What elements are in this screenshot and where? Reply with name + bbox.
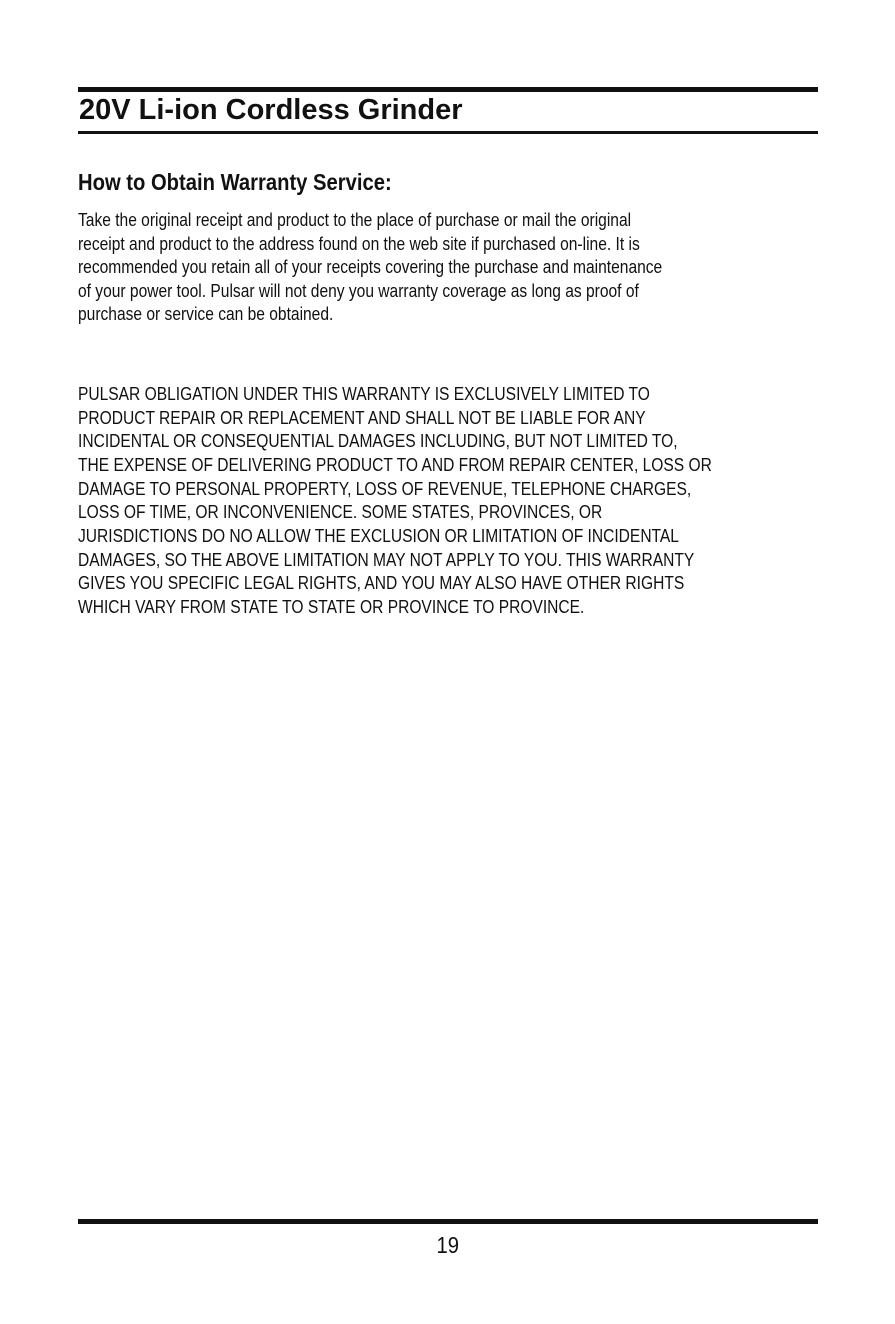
- paragraph-line: recommended you retain all of your receipts covering the purchase and maintenance: [78, 257, 663, 278]
- paragraph-line: INCIDENTAL OR CONSEQUENTIAL DAMAGES INCLUDING, BUT NOT LIMITED TO,: [78, 431, 678, 452]
- page-number: [0, 1230, 895, 1260]
- header-bottom-rule: [78, 131, 818, 134]
- footer-rule: [78, 1219, 818, 1224]
- paragraph-line: DAMAGES, SO THE ABOVE LIMITATION MAY NOT APPLY TO YOU. THIS WARRANTY: [78, 549, 695, 570]
- paragraph-line: GIVES YOU SPECIFIC LEGAL RIGHTS, AND YOU MAY ALSO HAVE OTHER RIGHTS: [78, 573, 685, 594]
- document-title: 20V Li-ion Cordless Grinder: [79, 94, 463, 126]
- paragraph-line: THE EXPENSE OF DELIVERING PRODUCT TO AND FROM REPAIR CENTER, LOSS OR: [78, 454, 712, 475]
- paragraph-line: JURISDICTIONS DO NO ALLOW THE EXCLUSION OR LIMITATION OF INCIDENTAL: [78, 525, 679, 546]
- warranty-limitation-paragraph: [78, 383, 811, 620]
- paragraph-line: LOSS OF TIME, OR INCONVENIENCE. SOME STATES, PROVINCES, OR: [78, 502, 603, 523]
- paragraph-line: DAMAGE TO PERSONAL PROPERTY, LOSS OF REVENUE, TELEPHONE CHARGES,: [78, 478, 692, 499]
- page-number-text: 19: [436, 1232, 459, 1258]
- paragraph-line: receipt and product to the address found on the web site if purchased on-line. It is: [78, 233, 640, 254]
- paragraph-line: of your power tool. Pulsar will not deny you warranty coverage as long as proof of: [78, 280, 639, 301]
- warranty-service-paragraph: [78, 209, 753, 327]
- section-heading: How to Obtain Warranty Service:: [78, 169, 392, 195]
- paragraph-line: PRODUCT REPAIR OR REPLACEMENT AND SHALL NOT BE LIABLE FOR ANY: [78, 407, 646, 428]
- paragraph-line: purchase or service can be obtained.: [78, 304, 334, 325]
- paragraph-line: PULSAR OBLIGATION UNDER THIS WARRANTY IS EXCLUSIVELY LIMITED TO: [78, 384, 650, 404]
- paragraph-line: WHICH VARY FROM STATE TO STATE OR PROVINCE TO PROVINCE.: [78, 596, 585, 617]
- paragraph-line: Take the original receipt and product to the place of purchase or mail the original: [78, 210, 632, 230]
